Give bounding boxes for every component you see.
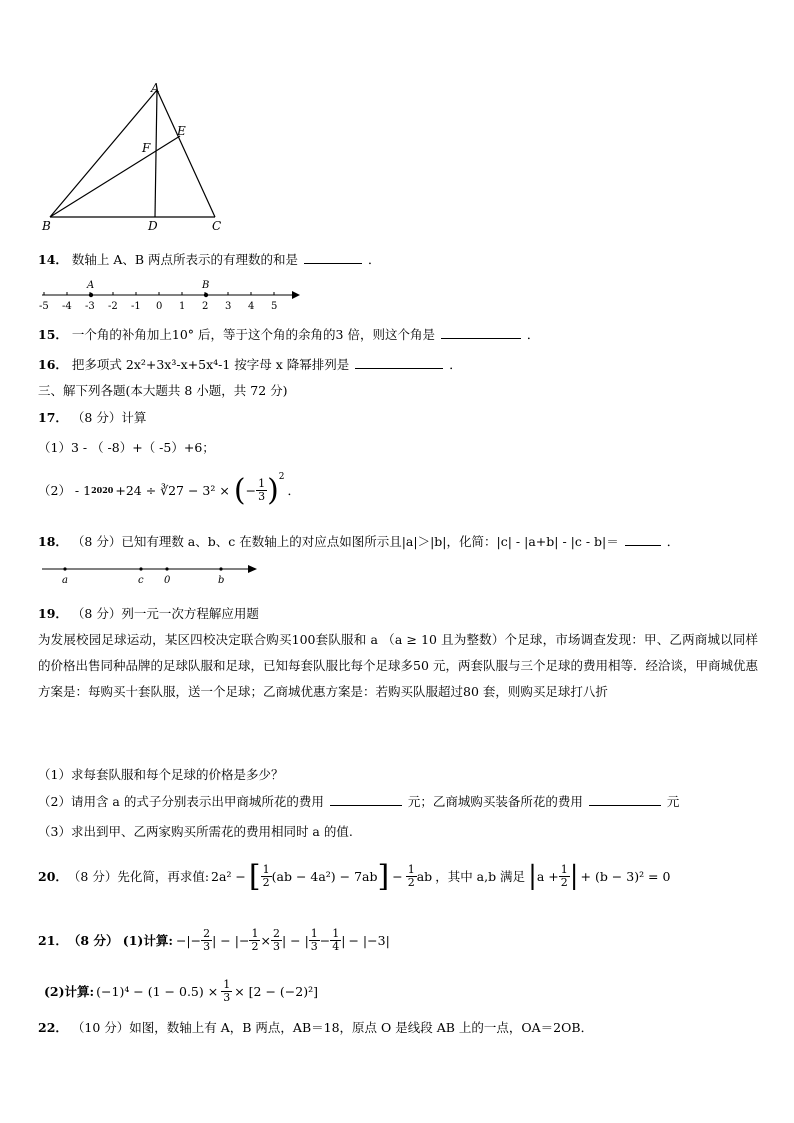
point-a-label: A [87, 280, 95, 291]
question-end: ． [666, 534, 680, 549]
question-number: 21． [38, 933, 68, 948]
axis-label-c: c [138, 575, 144, 586]
question-14 [38, 250, 381, 268]
tick-label: -4 [62, 301, 72, 312]
section-title: 三、解下列各题(本大题共 8 小题，共 72 分) [38, 383, 288, 398]
tick-label: 3 [225, 301, 232, 312]
part2-text-a: （2）请用含 a 的式子分别表示出甲商城所花的费用 [38, 794, 324, 809]
question-19-part3: （3）求出到甲、乙两家购买所需花的费用相同时 a 的值. [38, 824, 353, 839]
label-c: C [212, 219, 222, 233]
tick-label: 2 [202, 301, 209, 312]
question-end: ． [368, 252, 381, 267]
question-number: 16． [38, 357, 68, 372]
label-b: B [42, 219, 51, 233]
fraction-one-third: $\frac{1}{3}$ [258, 476, 266, 503]
question-text: （10 分）如图，数轴上有 A，B 两点，AB＝18，原点 O 是线段 AB 上的一点，OA＝2OB． [71, 1020, 594, 1035]
question-text: 把多项式 2x²+3x³-x+5x⁴-1 按字母 x 降幂排列是 [71, 357, 350, 372]
expr-end: − |−3| [348, 932, 390, 948]
point-b-label: B [202, 280, 210, 291]
expr-part2: (ab − 4a²) − 7ab [271, 868, 378, 884]
question-number: 15． [38, 327, 68, 342]
label-e: E [177, 124, 186, 138]
tick-label: 1 [179, 301, 186, 312]
question-17-part1: （1）3 - （ -8）+（ -5）+6； [38, 440, 215, 455]
answer-blank[interactable] [304, 262, 362, 264]
tick-label: -3 [85, 301, 95, 312]
question-text: 一个角的补角加上10° 后，等于这个角的余角的3 倍，则这个角是 [71, 327, 435, 342]
fraction-half-a: $\frac{1}{2}$ [262, 862, 270, 889]
tick-label: -2 [108, 301, 118, 312]
question-number: 19． [38, 606, 68, 621]
question-text: （8 分）计算 [71, 410, 147, 425]
question-text: （8 分）先化简，再求值: [67, 869, 210, 884]
condition-text: ，其中 a,b 满足 [435, 869, 526, 884]
condition-end: + (b − 3)² = 0 [580, 868, 671, 884]
question-19-body: 为发展校园足球运动，某区四校决定联合购买100套队服和 a （a ≥ 10 且为整数）个足球，市场调查发现：甲、乙两商城以同样的价格出售同种品牌的足球队服和足球，已知每套队服比每个足球多50 元，两套队服与三个足球的费用相等．经洽谈，甲商城优惠方案是：每购买十套队服，送一个足球；乙商城优惠方案是：若购买队服超过80 套，则购买足球打八折 [38, 632, 758, 699]
expr-exponent: 2020 [91, 485, 114, 495]
question-16 [38, 355, 462, 373]
point-a [89, 293, 93, 297]
triangle-figure [40, 80, 240, 240]
condition-expr: a + [536, 868, 559, 884]
part2-text-b: 元；乙商城购买装备所花的费用 [407, 794, 583, 809]
answer-blank[interactable] [441, 337, 521, 339]
answer-blank-jia[interactable] [330, 804, 402, 806]
tick-label: -1 [131, 301, 141, 312]
question-21-part1: 21． （8 分） (1)计算: −|− $\frac{2}{3}$ | − |− $\frac{1}{2}$ × $\frac{2}{3}$ | − | $\frac{1}{3}$ − $\frac{1}{4}$ | − |−3| [38, 926, 390, 953]
axis-label-a: a [62, 575, 68, 586]
question-19-head [38, 604, 259, 622]
part2-head: (2)计算: [44, 984, 95, 999]
question-number: 20． [38, 869, 68, 884]
expr-part3: − [392, 868, 403, 884]
question-18 [38, 532, 679, 550]
answer-blank-yi[interactable] [589, 804, 661, 806]
question-17-head [38, 408, 146, 426]
label-d: D [148, 219, 158, 233]
tick-label: 5 [271, 301, 278, 312]
axis-label-b: b [218, 575, 225, 586]
expr-part4: ab [416, 868, 433, 884]
question-end: ． [526, 327, 540, 342]
question-22 [38, 1018, 593, 1036]
expr-prefix: （2） - 1 [38, 483, 92, 498]
question-20: 20． （8 分）先化简，再求值: 2a² − [ $\frac{1}{2}$ (ab − 4a²) − 7ab ] − $\frac{1}{2}$ ab ，其中 a,b 满足 | a + $\frac{1}{2}$ | + (b − 3)² = 0 [38, 858, 671, 894]
axis-label-zero: 0 [164, 575, 171, 586]
question-text: （8 分） (1)计算: [67, 933, 173, 948]
answer-blank[interactable] [625, 544, 661, 546]
question-number: 22． [38, 1020, 68, 1035]
expr-middle: +24 ÷ ∛27 − 3² × [115, 482, 230, 498]
fraction-half-c: $\frac{1}{2}$ [560, 862, 568, 889]
part2-text-c: 元 [666, 794, 680, 809]
label-f: F [142, 141, 151, 155]
question-number: 18． [38, 534, 68, 549]
question-text: （8 分）列一元一次方程解应用题 [71, 606, 259, 621]
question-21-part2: (2)计算: (−1)⁴ − (1 − 0.5) × $\frac{1}{3}$ × [2 − (−2)²] [44, 977, 318, 1004]
number-line-14 [36, 276, 306, 312]
question-number: 14． [38, 252, 68, 267]
expr-end: ． [287, 483, 301, 498]
expr-part1: 2a² − [211, 868, 246, 884]
point-b [204, 293, 208, 297]
question-end: ． [449, 357, 462, 372]
fraction-half-b: $\frac{1}{2}$ [407, 862, 415, 889]
answer-blank[interactable] [355, 367, 443, 369]
tick-label: 4 [248, 301, 255, 312]
question-15 [38, 325, 539, 343]
question-17-part2: （2） - 1 2020 +24 ÷ ∛27 − 3² × ( − $\frac{1}{3}$ ) $^2$ ． [38, 472, 301, 508]
question-text: 数轴上 A、B 两点所表示的有理数的和是 [71, 252, 299, 267]
tick-label: 0 [156, 301, 163, 312]
question-19-part2 [38, 792, 679, 810]
question-text: （8 分）已知有理数 a、b、c 在数轴上的对应点如图所示且|a|＞|b|，化简：|c| - |a+b| - |c - b|＝ [71, 534, 619, 549]
part2-end: × [2 − (−2)²] [234, 983, 318, 999]
number-line-18 [38, 558, 263, 588]
tick-label: -5 [39, 301, 49, 312]
label-a: A [151, 81, 160, 95]
part2-expr: (−1)⁴ − (1 − 0.5) × [96, 983, 219, 999]
question-number: 17． [38, 410, 68, 425]
question-19-part1: （1）求每套队服和每个足球的价格是多少？ [38, 767, 284, 782]
